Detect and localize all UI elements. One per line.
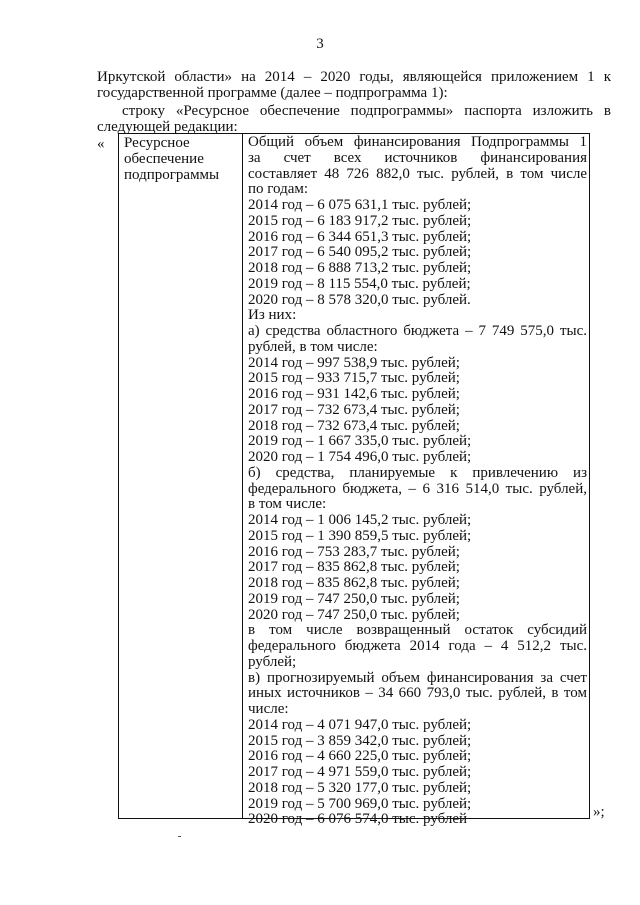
funding-line: 2019 год – 1 667 335,0 тыс. рублей; — [248, 434, 472, 450]
funding-line: 2020 год – 747 250,0 тыс. рублей; — [248, 607, 460, 623]
intro-line: следующей редакции: — [97, 119, 238, 135]
funding-line: 2014 год – 1 006 145,2 тыс. рублей; — [248, 513, 472, 528]
funding-line: 2016 год – 931 142,6 тыс. рублей; — [248, 387, 460, 402]
funding-line: в том числе: — [248, 497, 327, 513]
row-label-cell — [119, 134, 243, 818]
funding-line: 2018 год – 835 862,8 тыс. рублей; — [248, 576, 460, 591]
funding-line: составляет 48 726 882,0 тыс. рублей, в том числе — [248, 166, 587, 182]
funding-line: 2019 год – 5 700 969,0 тыс. рублей; — [248, 796, 472, 812]
funding-line: 2014 год – 4 071 947,0 тыс. рублей; — [248, 717, 472, 733]
funding-line: 2016 год – 6 344 651,3 тыс. рублей; — [248, 229, 472, 245]
funding-line: 2015 год – 1 390 859,5 тыс. рублей; — [248, 528, 472, 544]
funding-line: 2015 год – 3 859 342,0 тыс. рублей; — [248, 733, 472, 749]
funding-line: 2019 год – 747 250,0 тыс. рублей; — [248, 591, 460, 607]
funding-line: 2020 год – 8 578 320,0 тыс. рублей. — [248, 292, 471, 308]
intro-line: государственной программе (далее – подпрограмма 1): — [97, 85, 448, 101]
row-label-line: Ресурсное — [124, 135, 190, 151]
funding-line: 2019 год – 8 115 554,0 тыс. рублей; — [248, 276, 471, 292]
funding-line: Общий объем финансирования Подпрограммы 1 — [248, 135, 587, 150]
funding-line: 2017 год – 732 673,4 тыс. рублей; — [248, 402, 460, 418]
funding-line: федерального бюджета 2014 года – 4 512,2 тыс. — [248, 639, 587, 654]
funding-line: 2018 год – 6 888 713,2 тыс. рублей; — [248, 261, 472, 276]
funding-line: 2018 год – 5 320 177,0 тыс. рублей; — [248, 780, 472, 796]
funding-description-cell — [243, 134, 589, 828]
funding-line: за счет всех источников финансирования — [248, 150, 587, 166]
funding-line: 2017 год – 835 862,8 тыс. рублей; — [248, 560, 460, 576]
funding-line: федерального бюджета, – 6 316 514,0 тыс. рублей, — [248, 481, 587, 497]
intro-line: Иркутской области» на 2014 – 2020 годы, являющейся приложением 1 к — [97, 69, 611, 85]
funding-line: 2020 год – 1 754 496,0 тыс. рублей; — [248, 450, 472, 465]
row-label-line: обеспечение — [124, 151, 204, 167]
funding-line: в том числе возвращенный остаток субсидий — [248, 623, 587, 639]
intro-line: строку «Ресурсное обеспечение подпрограммы» паспорта изложить в — [122, 103, 611, 119]
funding-line: иных источников – 34 660 793,0 тыс. рублей, в том — [248, 686, 587, 702]
funding-line: рублей; — [248, 654, 297, 670]
funding-line: числе: — [248, 702, 289, 717]
scan-speck — [178, 836, 181, 837]
funding-line: а) средства областного бюджета – 7 749 575,0 тыс. — [248, 324, 587, 339]
funding-line: 2014 год – 6 075 631,1 тыс. рублей; — [248, 198, 472, 213]
funding-line: Из них: — [248, 308, 297, 324]
row-label-line: подпрограммы — [124, 167, 220, 183]
page-number: 3 — [316, 36, 324, 52]
funding-line: 2017 год – 6 540 095,2 тыс. рублей; — [248, 245, 472, 261]
funding-line: 2015 год – 6 183 917,2 тыс. рублей; — [248, 213, 472, 229]
funding-line: 2020 год – 6 076 574,0 тыс. рублей — [248, 812, 468, 828]
funding-line: в) прогнозируемый объем финансирования за счет — [248, 670, 587, 686]
funding-line: 2016 год – 4 660 225,0 тыс. рублей; — [248, 749, 472, 765]
funding-line: по годам: — [248, 182, 309, 198]
closing-quote-mark: »; — [593, 804, 605, 820]
funding-line: 2018 год – 732 673,4 тыс. рублей; — [248, 418, 460, 434]
opening-quote-mark: « — [97, 136, 105, 152]
funding-line: 2016 год – 753 283,7 тыс. рублей; — [248, 544, 460, 560]
funding-line: б) средства, планируемые к привлечению из — [248, 465, 587, 481]
resource-provision-table — [118, 133, 590, 828]
funding-line: 2015 год – 933 715,7 тыс. рублей; — [248, 371, 460, 387]
funding-line: 2017 год – 4 971 559,0 тыс. рублей; — [248, 765, 472, 780]
funding-line: 2014 год – 997 538,9 тыс. рублей; — [248, 355, 460, 371]
funding-line: рублей, в том числе: — [248, 339, 378, 355]
